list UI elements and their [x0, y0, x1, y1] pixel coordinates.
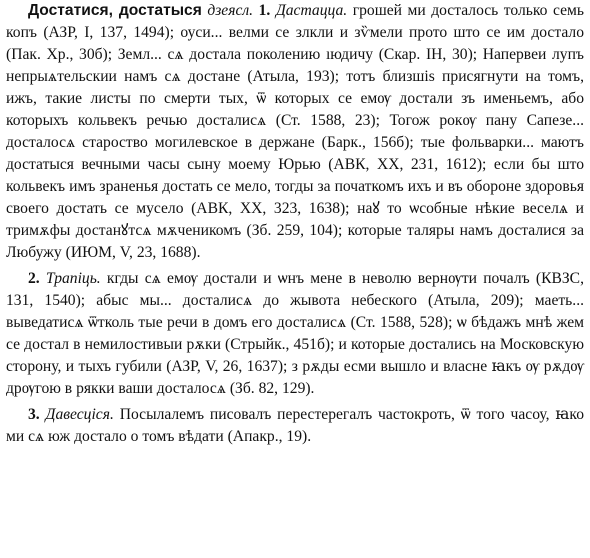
sense-2-paragraph [6, 268, 584, 400]
sense-2-text: кгды сѧ емѹ достали и ѡнъ мене в неволю вернѹти почалъ (КВЗС, 131, 1540); абыс мы... досталисѧ до жывота небеского (Атыла, 209); маеть... выведатисѧ ѿтколь тые речи в домъ его досталисѧ (Ст. 1588, 528); ѡ бѣдажъ мнѣ жем се достал в немилостивыи рѫки (Стрыйк., 451б); и которые достались на Московскую сторону, и тыхъ губили (АЗР, V, 26, 1637); з рѫды есми вышло и власне ꙗкъ ѹ рѫдѹ дрѹгою в рякки ваши досталосѧ (Зб. 82, 129). [6, 270, 584, 397]
sense-1-paragraph [6, 0, 584, 264]
sense-3-number: 3. [28, 406, 40, 423]
sense-1-text: грошей ми досталось только семь копъ (АЗР, I, 137, 1494); оуси... велми се злкли и зѷмели прото што се им достало (Пак. Хр., 30б); Земл... сѧ достала поколению ıюдичу (Скар. IH, 30); Напервеи лупъ непрыѧтельскии намъ сѧ достане (Атыла, 193); тотъ близшiѕ присягнути на томъ, ижъ, такие листы по смерти тых, ѿ которых се емѹ достали зъ именьемъ, або которыхъ кольвекъ речью досталисѧ (Ст. 1588, 23); Тогож рокѹ пану Сапезе... досталосѧ староство могилевское в держане (Барк., 156б); тые фольварки... маютъ достатыся вечными часы сыну моему Юрью (АВК, XX, 231, 1612); если бы што кольвекъ имъ зраненья достать се мело, тогды за початкомъ ихъ и въ обороне здоровья своего достать се мусело (АВК, XX, 323, 1638); наꙋ то ѡсобные нѣкие веселѧ и тримѫфы достанꙋтсѧ мѫченикомъ (Зб. 259, 104); которые таляры намъ досталися за Любужу (ИЮМ, V, 23, 1688). [6, 2, 584, 261]
headword: Достатися, достатыся [28, 2, 202, 19]
sense-3-gloss: Давесціся. [45, 406, 114, 423]
sense-3-text: Посылалемъ писовалъ перестерегалъ частокроть, ѿ того часоу, ꙗко ми сѧ юж достало о томъ вѣдати (Апакр., 19). [6, 406, 584, 445]
sense-1-gloss: Дастацца. [275, 2, 348, 19]
sense-1-number: 1. [258, 2, 271, 19]
sense-2-number: 2. [28, 270, 40, 287]
part-of-speech: дзеясл. [207, 2, 254, 19]
sense-3-paragraph [6, 404, 584, 448]
dictionary-entry [6, 0, 584, 448]
sense-2-gloss: Трапіць. [45, 270, 101, 287]
